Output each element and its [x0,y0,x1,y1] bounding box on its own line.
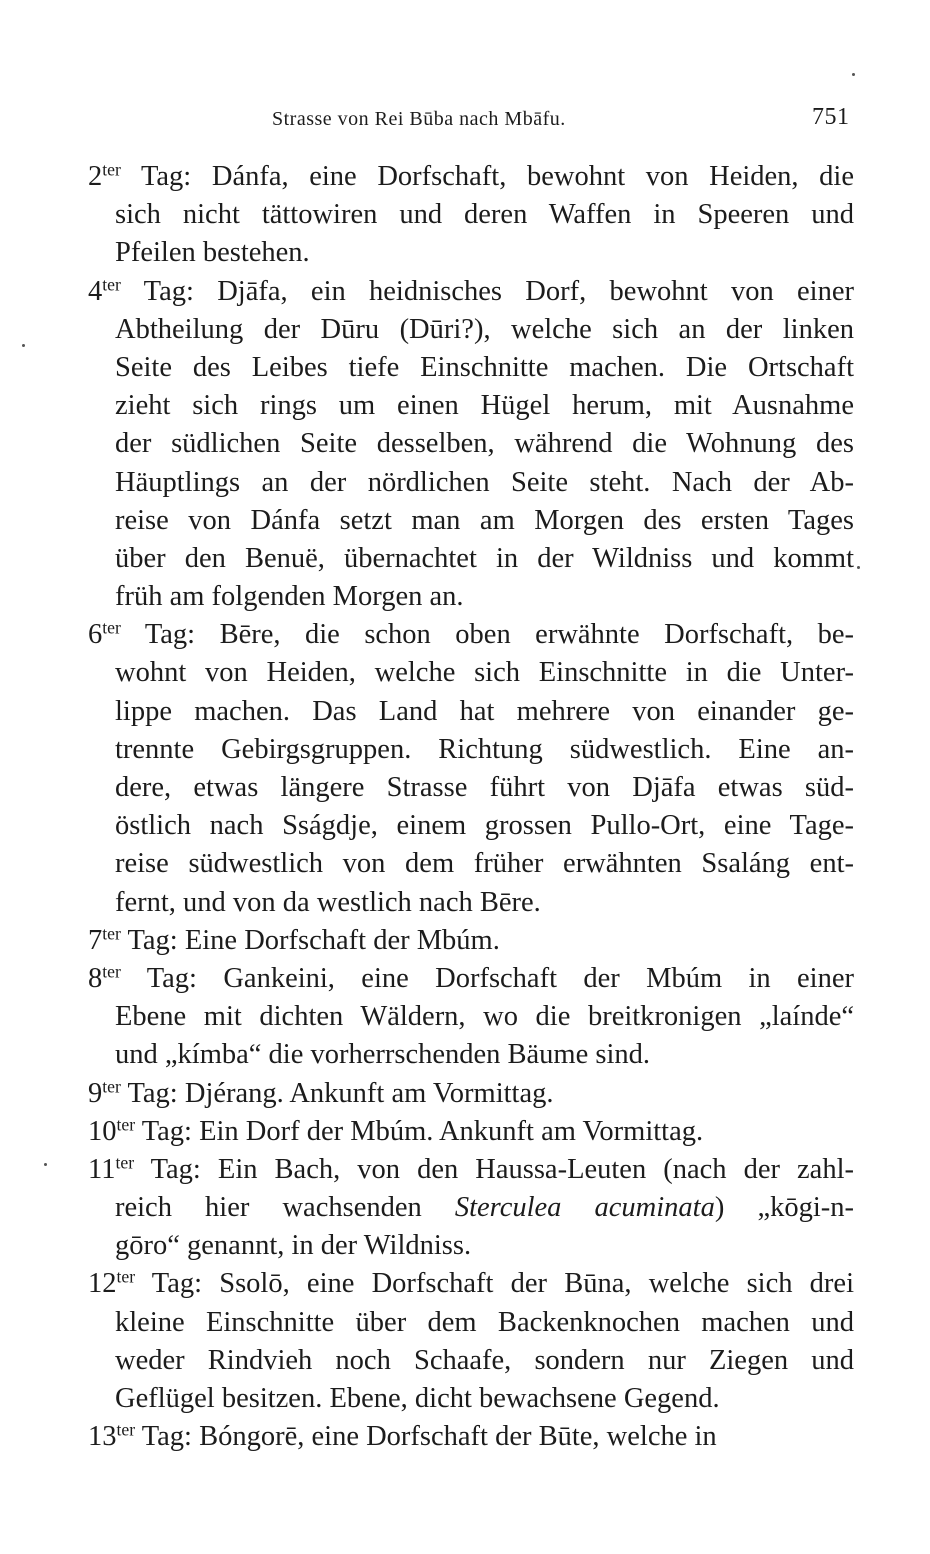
entry-first-line [88,960,854,998]
entry-text: Ein Bach, von den Haussa-Leuten (nach der zahl- [200,1153,854,1185]
ordinal-suffix: ter [102,923,121,944]
entry-text: Djāfa, ein heidnisches Dorf, bewohnt von einer [193,275,854,307]
italic-term: Sterculea acuminata [454,1192,715,1224]
day-label: Tag: [120,161,192,192]
day-entry [88,1418,854,1456]
ordinal-suffix: ter [102,1075,121,1096]
continuation-line: Abtheilung der Dūru (Dūri?), welche sich an der linken [115,313,854,345]
ordinal-suffix: ter [102,961,121,982]
day-label: Tag: [135,1268,203,1300]
day-number: 11 [88,1153,116,1185]
day-label: Tag: [134,1153,201,1185]
ordinal-suffix: ter [116,1419,136,1440]
entry-text: Bēre, die schon oben erwähnte Dorfschaft, be- [195,619,854,651]
entry-text: Dánfa, eine Dorfschaft, bewohnt von Heiden, die [191,161,854,192]
day-label: Tag: [135,1115,192,1147]
day-label: Tag: [135,1421,192,1453]
day-entry [88,960,854,1075]
entry-first-line [88,1265,854,1303]
day-entry [88,1113,854,1151]
entry-text: Ein Dorf der Mbúm. Ankunft am Vormittag. [191,1115,704,1147]
continuation-line: weder Rindvieh noch Schaafe, sondern nur Ziegen und [115,1344,854,1376]
page-number: 751 [812,104,850,130]
scan-speck [44,1163,47,1166]
day-label: Tag: [120,962,197,994]
scan-speck [22,344,25,347]
continuation-line: zieht sich rings um einen Hügel herum, mit Ausnahme [115,390,854,422]
entry-text: Ssolō, eine Dorfschaft der Būna, welche sich drei [202,1268,854,1300]
entry-text: Bóngorē, eine Dorfschaft der Būte, welche in [191,1421,717,1453]
day-number: 7 [88,924,103,956]
continuation-line: reise von Dánfa setzt man am Morgen des ersten Tages [115,504,854,536]
continuation-line: fernt, und von da westlich nach Bēre. [115,886,541,918]
day-number: 4 [88,275,103,307]
continuation-line: kleine Einschnitte über dem Backenknochen machen und [115,1306,854,1338]
continuation-line: östlich nach Sságdje, einem grossen Pullo-Ort, eine Tage- [115,810,854,842]
continuation-line: reich hier wachsenden Sterculea acuminata) „kōgi-n- [115,1192,855,1224]
entry-first-line [88,1418,854,1456]
ordinal-suffix: ter [102,273,121,294]
continuation-line: Ebene mit dichten Wäldern, wo die breitkronigen „laínde“ [115,1001,854,1033]
entry-first-line [88,273,854,311]
entry-first-line [88,158,854,196]
continuation-line: früh am folgenden Morgen an. [115,581,464,613]
entry-first-line [88,922,854,960]
day-number: 13 [88,1421,117,1453]
day-number: 2 [88,161,103,192]
entry-first-line [88,616,854,654]
entry-first-line [88,1075,854,1113]
day-entry [88,1075,854,1113]
day-number: 9 [88,1077,103,1109]
entry-text: Djérang. Ankunft am Vormittag. [177,1077,554,1109]
day-label: Tag: [120,275,194,307]
entry-first-line [88,1151,854,1189]
day-number: 10 [88,1115,117,1147]
continuation-line: über den Benuë, übernachtet in der Wildniss und kommt [115,542,854,574]
ordinal-suffix: ter [116,1113,136,1134]
continuation-line: Seite des Leibes tiefe Einschnitte machen. Die Ortschaft [115,351,854,383]
continuation-line: sich nicht tättowiren und deren Waffen in Speeren und [115,199,854,231]
running-title: Strasse von Rei Būba nach Mbāfu. [272,108,566,130]
day-label: Tag: [120,924,178,956]
day-entry [88,616,854,922]
day-entry [88,1265,854,1418]
entry-text: Eine Dorfschaft der Mbúm. [177,924,500,956]
day-number: 8 [88,962,103,994]
day-entry [88,922,854,960]
continuation-line: wohnt von Heiden, welche sich Einschnitte in die Unter- [115,657,854,689]
continuation-line: lippe machen. Das Land hat mehrere von einander ge- [115,695,854,727]
ordinal-suffix: ter [115,1152,135,1173]
day-number: 12 [88,1268,117,1300]
continuation-line: dere, etwas längere Strasse führt von Djāfa etwas süd- [115,772,854,803]
day-entry [88,273,854,617]
entry-text: Gankeini, eine Dorfschaft der Mbúm in einer [196,962,854,994]
scan-speck [857,566,860,569]
entry-first-line [88,1113,854,1151]
continuation-line: Geflügel besitzen. Ebene, dicht bewachsene Gegend. [115,1383,720,1414]
body-text [88,158,854,1456]
page-header [0,104,930,136]
day-label: Tag: [120,1077,178,1109]
ordinal-suffix: ter [116,1266,136,1287]
continuation-line: gōro“ genannt, in der Wildniss. [115,1230,472,1262]
continuation-line: reise südwestlich von dem früher erwähnten Ssaláng ent- [115,848,854,880]
day-label: Tag: [120,619,196,651]
ordinal-suffix: ter [102,159,121,180]
scan-speck [852,73,855,76]
continuation-line: der südlichen Seite desselben, während die Wohnung des [115,428,854,460]
continuation-line: Häuptlings an der nördlichen Seite steht. Nach der Ab- [115,466,854,498]
continuation-line: trennte Gebirgsgruppen. Richtung südwestlich. Eine an- [115,733,854,765]
day-entry [88,158,854,273]
ordinal-suffix: ter [102,617,121,638]
continuation-line: und „kímba“ die vorherrschenden Bäume sind. [115,1039,651,1071]
continuation-line: Pfeilen bestehen. [115,237,310,269]
day-number: 6 [88,619,103,651]
day-entry [88,1151,854,1266]
